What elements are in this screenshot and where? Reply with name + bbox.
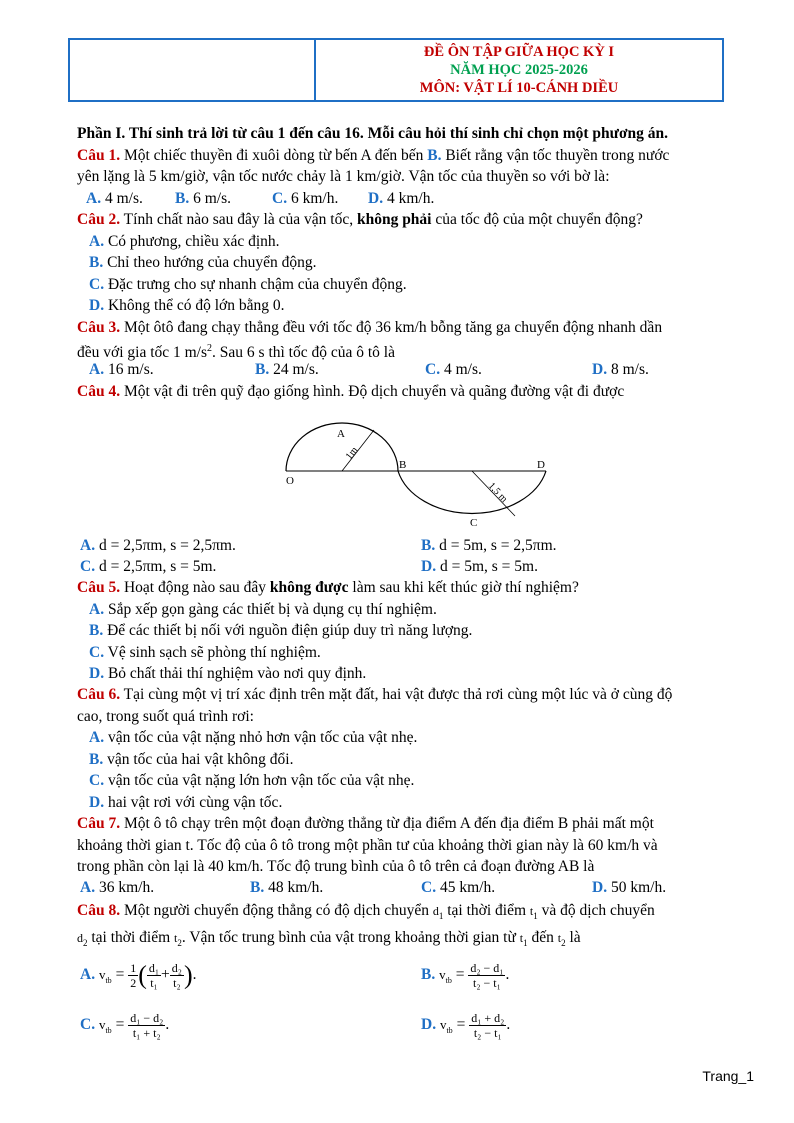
option-label: B. xyxy=(250,879,265,896)
q3-text2a: đều với gia tốc 1 m/s xyxy=(77,344,208,362)
q5-text-a: Hoạt động nào sau đây xyxy=(120,579,270,596)
frac-num: d₂ xyxy=(171,960,182,975)
frac-den: t₂ xyxy=(173,975,181,990)
q8-text1c: và độ dịch chuyển xyxy=(537,902,655,919)
q5-option-c[interactable] xyxy=(89,643,321,663)
option-text: vận tốc của vật nặng nhỏ hơn vận tốc của vật nhẹ. xyxy=(104,729,418,746)
option-text: 45 km/h. xyxy=(436,879,496,896)
option-text: 16 m/s. xyxy=(104,361,154,378)
q8-label: Câu 8. xyxy=(77,902,121,919)
formula-eq: = xyxy=(456,1016,466,1033)
q7-option-b[interactable] xyxy=(250,878,323,898)
option-label: A. xyxy=(89,233,105,250)
q3-option-d[interactable] xyxy=(592,360,649,380)
option-label: B. xyxy=(89,254,104,271)
option-label: D. xyxy=(421,1016,437,1033)
header-table xyxy=(68,38,724,102)
formula-sub: tb xyxy=(105,976,112,986)
label-d: D xyxy=(537,459,545,471)
option-label: A. xyxy=(80,537,96,554)
q4-label: Câu 4. xyxy=(77,383,121,400)
option-text: d = 5m, s = 2,5πm. xyxy=(435,537,557,554)
formula-v: v xyxy=(98,1017,106,1032)
q1-line1 xyxy=(77,146,669,166)
page-number: Trang_1 xyxy=(702,1068,754,1084)
q4-option-b[interactable] xyxy=(421,536,557,556)
formula-eq: = xyxy=(455,966,465,983)
q3-text1: Một ôtô đang chạy thẳng đều với tốc độ 36 km/h bỗng tăng ga chuyển động nhanh dần xyxy=(120,319,663,336)
q7-option-a[interactable] xyxy=(80,878,154,898)
option-label: A. xyxy=(89,729,105,746)
frac-num: d₁ + d₂ xyxy=(471,1010,505,1025)
q1-text1c: Biết rằng vận tốc thuyền trong nước xyxy=(441,147,670,164)
option-text: d = 5m, s = 5m. xyxy=(436,558,538,575)
option-label: A. xyxy=(89,361,105,378)
option-text: vận tốc của hai vật không đổi. xyxy=(103,751,294,768)
q5-option-a[interactable] xyxy=(89,600,437,620)
option-label: C. xyxy=(80,1016,96,1033)
label-c: C xyxy=(470,517,478,529)
option-text: 6 m/s. xyxy=(189,190,231,207)
option-label: D. xyxy=(89,794,105,811)
school-year: NĂM HỌC 2025-2026 xyxy=(450,62,588,78)
option-text: 4 m/s. xyxy=(101,190,143,207)
q8-option-b[interactable] xyxy=(421,957,509,999)
q8-text2c: đến xyxy=(527,929,558,946)
formula-sub: tb xyxy=(445,976,452,986)
option-label: D. xyxy=(89,665,105,682)
q2-text-a: Tính chất nào sau đây là của vận tốc, xyxy=(120,211,357,228)
option-label: D. xyxy=(421,558,437,575)
q4-option-a[interactable] xyxy=(80,536,236,556)
option-label: C. xyxy=(421,879,437,896)
frac-den: t₂ − t₁ xyxy=(473,1025,502,1040)
frac-num: d₂ − d₁ xyxy=(470,960,504,975)
q2-text-bold: không phải xyxy=(356,211,432,228)
q8-option-c[interactable] xyxy=(80,1007,169,1049)
lower-arc xyxy=(398,471,546,513)
subject: MÔN: VẬT LÍ 10-CÁNH DIỀU xyxy=(419,80,619,96)
q7-label: Câu 7. xyxy=(77,815,121,832)
option-text: d = 2,5πm, s = 5m. xyxy=(95,558,217,575)
formula-eq: = xyxy=(115,1016,125,1033)
q3-text2b: . Sau 6 s thì tốc độ của ô tô là xyxy=(212,344,395,362)
formula-v: v xyxy=(98,967,106,982)
q4-option-c[interactable] xyxy=(80,557,216,577)
frac-num: 1 xyxy=(130,960,137,975)
q1-line2: yên lặng là 5 km/giờ, vận tốc nước chảy là 1 km/giờ. Vận tốc của thuyền so với bờ là: xyxy=(77,168,610,185)
header-right-cell xyxy=(316,40,722,100)
option-text: 8 m/s. xyxy=(607,361,649,378)
q6-line1 xyxy=(77,685,672,705)
q8-text2a: tại thời điểm xyxy=(87,929,175,946)
q6-option-b[interactable] xyxy=(89,750,293,770)
q5-option-d[interactable] xyxy=(89,664,366,684)
formula-end: . xyxy=(505,966,510,983)
q5-line xyxy=(77,578,579,598)
q1-option-d[interactable] xyxy=(368,189,434,209)
header-left-cell xyxy=(70,40,316,100)
q2-text-b: của tốc độ của một chuyển động? xyxy=(431,211,643,228)
option-label: B. xyxy=(255,361,270,378)
q7-line1 xyxy=(77,814,654,834)
option-text: 4 m/s. xyxy=(440,361,482,378)
option-label: B. xyxy=(89,751,104,768)
frac-den: 2 xyxy=(130,975,137,990)
label-b: B xyxy=(399,459,407,471)
option-text: hai vật rơi với cùng vận tốc. xyxy=(104,794,283,811)
q3-label: Câu 3. xyxy=(77,319,121,336)
q4-text: Một vật đi trên quỹ đạo giống hình. Độ dịch chuyển và quãng đường vật đi được xyxy=(120,383,625,400)
q2-option-d[interactable] xyxy=(89,296,284,316)
fraction-d1-t1 xyxy=(147,961,161,990)
q8-t1: t xyxy=(529,904,534,918)
formula-eq: = xyxy=(115,966,125,983)
option-label: C. xyxy=(89,276,105,293)
fraction xyxy=(469,1011,506,1040)
formula-end: . xyxy=(165,1016,170,1033)
option-label: D. xyxy=(592,879,608,896)
q5-text-b: làm sau khi kết thúc giờ thí nghiệm? xyxy=(348,579,579,596)
q1-option-c[interactable] xyxy=(272,189,338,209)
option-text: d = 2,5πm, s = 2,5πm. xyxy=(95,537,236,554)
label-radius-1: 1m xyxy=(343,445,361,462)
q6-label: Câu 6. xyxy=(77,686,121,703)
q6-line2: cao, trong suốt quá trình rơi: xyxy=(77,708,254,725)
option-text: Chỉ theo hướng của chuyển động. xyxy=(103,254,317,271)
formula-sub: tb xyxy=(105,1026,112,1036)
q8-d1: d xyxy=(432,904,439,918)
q8-t1-sub: 1 xyxy=(533,911,538,922)
frac-den: t₁ + t₂ xyxy=(132,1025,161,1040)
option-label: B. xyxy=(89,622,104,639)
formula-end: . xyxy=(192,966,197,983)
q6-option-d[interactable] xyxy=(89,793,282,813)
q7-option-d[interactable] xyxy=(592,878,666,898)
q4-option-d[interactable] xyxy=(421,557,538,577)
formula-v: v xyxy=(439,967,446,982)
q1-text1: Một chiếc thuyền đi xuôi dòng từ bến A đến bến xyxy=(120,147,428,164)
frac-num: d₁ − d₂ xyxy=(130,1010,164,1025)
q1-text1b: B. xyxy=(427,147,442,164)
option-text: Vệ sinh sạch sẽ phòng thí nghiệm. xyxy=(104,644,321,661)
frac-num: d₁ xyxy=(148,960,160,975)
fraction xyxy=(468,961,505,990)
option-text: Bỏ chất thải thí nghiệm vào nơi quy định. xyxy=(104,665,367,682)
q7-text1: Một ô tô chạy trên một đoạn đường thẳng từ địa điểm A đến địa điểm B phải mất một xyxy=(120,815,654,832)
q5-text-bold: không được xyxy=(269,579,349,596)
option-text: Không thể có độ lớn bằng 0. xyxy=(104,297,285,314)
q3-option-b[interactable] xyxy=(255,360,319,380)
q2-option-c[interactable] xyxy=(89,275,407,295)
q8-d1-sub: 1 xyxy=(438,911,444,922)
q6-option-c[interactable] xyxy=(89,771,414,791)
q8-line2: $d_2$ tại thời điểm $t_2$. Vận tốc trung bình của vật trong khoảng thời gian từ $t_1$ đến $t_2$ là xyxy=(77,929,581,949)
q1-option-a[interactable] xyxy=(86,189,143,209)
option-text: 36 km/h. xyxy=(95,879,155,896)
q2-option-a[interactable] xyxy=(89,232,280,252)
fraction-half xyxy=(128,961,138,990)
label-a: A xyxy=(337,428,345,440)
section-title: Phần I. Thí sinh trả lời từ câu 1 đến câu 16. Mỗi câu hỏi thí sinh chỉ chọn một phương án. xyxy=(77,125,669,142)
formula-plus: + xyxy=(161,966,170,983)
q8-line1 xyxy=(77,901,655,926)
label-o: O xyxy=(286,475,294,487)
option-label: D. xyxy=(592,361,608,378)
option-label: C. xyxy=(425,361,441,378)
q7-line3: trong phần còn lại là 40 km/h. Tốc độ trung bình của ô tô trên cả đoạn đường AB là xyxy=(77,858,595,875)
q5-label: Câu 5. xyxy=(77,579,121,596)
q2-option-b[interactable] xyxy=(89,253,317,273)
q6-option-a[interactable] xyxy=(89,728,417,748)
option-label: B. xyxy=(175,190,190,207)
fraction-d2-t2 xyxy=(170,961,184,990)
option-text: 6 km/h. xyxy=(287,190,339,207)
q4-line xyxy=(77,382,624,402)
fraction xyxy=(128,1011,165,1040)
q7-line2: khoảng thời gian t. Tốc độ của ô tô trong một phần tư của khoảng thời gian này là 60 km/h và xyxy=(77,837,658,854)
q8-text1a: Một người chuyển động thẳng có độ dịch chuyển xyxy=(120,902,433,919)
option-label: D. xyxy=(368,190,384,207)
option-label: C. xyxy=(80,558,96,575)
q1-option-b[interactable] xyxy=(175,189,231,209)
label-radius-2: 1,5 m xyxy=(485,480,510,505)
q3-option-a[interactable] xyxy=(89,360,154,380)
q8-text2d: là xyxy=(565,929,581,946)
option-label: D. xyxy=(89,297,105,314)
q3-line1 xyxy=(77,318,662,338)
q3-sup: 2 xyxy=(207,343,213,354)
option-label: A. xyxy=(80,879,96,896)
q8-text1b: tại thời điểm xyxy=(443,902,530,919)
trajectory-figure xyxy=(270,418,560,536)
q2-line xyxy=(77,210,643,230)
option-text: 4 km/h. xyxy=(383,190,435,207)
option-text: Có phương, chiều xác định. xyxy=(104,233,280,250)
option-text: 24 m/s. xyxy=(269,361,319,378)
q8-option-a[interactable]: A. $v_{tb}$ = $\frac{1}{2}$ ( $\frac{\text{d₁}}{\text{t₁}}$ + $\frac{\text{d₂}}{\text{t₂}}$ ). xyxy=(80,960,197,990)
formula-v: v xyxy=(439,1017,447,1032)
formula-end: . xyxy=(506,1016,511,1033)
q8-text2b: . Vận tốc trung bình của vật trong khoảng thời gian từ xyxy=(181,929,520,946)
q5-option-b[interactable] xyxy=(89,621,472,641)
q8-option-d[interactable] xyxy=(421,1007,510,1049)
option-text: vận tốc của vật nặng lớn hơn vận tốc của vật nhẹ. xyxy=(104,772,415,789)
option-text: Đặc trưng cho sự nhanh chậm của chuyển động. xyxy=(104,276,407,293)
option-text: 50 km/h. xyxy=(607,879,667,896)
frac-den: t₂ − t₁ xyxy=(472,975,501,990)
q2-label: Câu 2. xyxy=(77,211,121,228)
option-text: Sắp xếp gọn gàng các thiết bị và dụng cụ thí nghiệm. xyxy=(104,601,437,618)
frac-den: t₁ xyxy=(150,975,158,990)
q3-option-c[interactable] xyxy=(425,360,482,380)
option-label: A. xyxy=(86,190,102,207)
formula-sub: tb xyxy=(446,1026,453,1036)
exam-title: ĐỀ ÔN TẬP GIỮA HỌC KỲ I xyxy=(423,44,615,60)
q1-label: Câu 1. xyxy=(77,147,121,164)
option-text: Để các thiết bị nối với nguồn điện giúp duy trì năng lượng. xyxy=(103,622,473,639)
option-label: B. xyxy=(421,966,436,983)
option-text: 48 km/h. xyxy=(264,879,324,896)
option-label: A. xyxy=(89,601,105,618)
option-label: C. xyxy=(272,190,288,207)
option-label: C. xyxy=(89,772,105,789)
option-label: B. xyxy=(421,537,436,554)
option-label: C. xyxy=(89,644,105,661)
option-label: A. xyxy=(80,966,96,983)
q7-option-c[interactable] xyxy=(421,878,495,898)
q6-text1: Tại cùng một vị trí xác định trên mặt đất, hai vật được thả rơi cùng một lúc và ở cùng độ xyxy=(120,686,673,703)
